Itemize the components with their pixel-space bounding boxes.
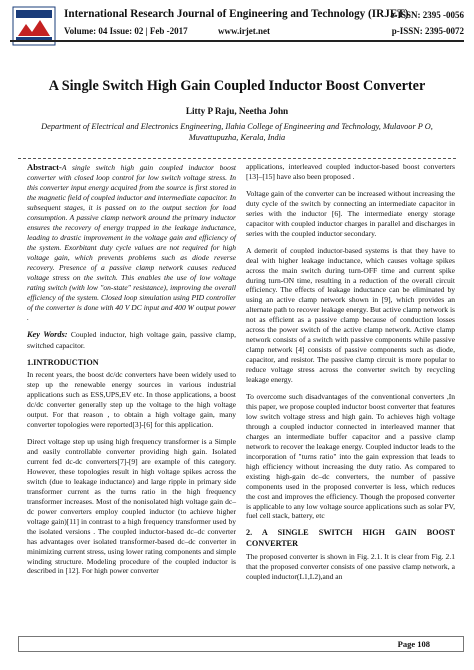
right-paragraph-3: A demerit of coupled inductor-based systems is that they have to deal with higher leakage inductance, which causes voltage spikes across the main switch during turn-OFF time and current spike during turn-ON time, resulting in a reduction of the overall circuit efficiency. The effects of leakage inductance can be eliminated by using an active clamp network shown in [9], which provides an alternate path to recover leakage energy. But active clamp network is not as efficient as a passive clamp because of conduction losses across the power switch of the active clamp network. Active clamp network consists of a switch with passive components while passive clamp network [4] consists of passive components such as diode, capacitor, and resistor. The passive clamp circuit is more popular to reduce voltage stress across the converter switch by recycling leakage energy.: [246, 245, 455, 385]
left-column: [27, 162, 236, 583]
right-paragraph-5: The proposed converter is shown in Fig. 2.1. It is clear from Fig. 2.1 that the proposed converter consists of one passive clamp network, a coupled inductor(L1,L2),and an: [246, 552, 455, 581]
right-column: [246, 162, 455, 589]
journal-title: International Research Journal of Engineering and Technology (IRJET): [64, 8, 409, 20]
keywords-label: Key Words:: [27, 329, 68, 339]
keywords: [27, 330, 236, 351]
right-paragraph-4: To overcome such disadvantages of the conventional converters ,In this paper, we propose coupled inductor boost converter that features low switch voltage stress and high gain. To achieves high voltage through a coupled inductor connected in interleaved manner that charges an intermediate buffer capacitor and a passive clamp network to recover the leakage energy. Coupled inductor leads to the incorporation of "turns ratio" into the gain expression that leads to high efficiency without increasing the duty ratio. As compared to existing high-gain dc–dc converters, the number of passive components used in the proposed converter is less, which reduces the cost and improves the efficiency. Though the proposed converter is applicable to any low voltage source applications such as solar PV, fuel cell stack, battery, etc: [246, 392, 455, 521]
abstract-text: A single switch high gain coupled inductor boost converter with closed loop control for low switch voltage stress. In this converter input energy acquired from the source is first stored in the magnetic field of coupled inductor and intermediate capacitor. In subsequent stages, it is passed on to the output section for load consumption. A passive clamp network around the primary inductor ensures the recovery of energy trapped in the leakage inductance, leading to drastic improvement in the voltage gain and efficiency of the system. Exorbitant duty cycle values are not required for high voltage gain, which prevents problems such as diode reverse recovery. Presence of a passive clamp network causes reduced voltage stress on the switch. This enables the use of low voltage rating switch (with low "on-state" resistance), improving the overall efficiency of the system. Closed loop simulation using PID controller of the converter is done with 40 V DC input and 400 W output power .: [27, 163, 236, 322]
abstract: [27, 162, 236, 323]
right-paragraph-1: applications, interleaved coupled inductor-based boost converters [13]–[15] have also been proposed .: [246, 162, 455, 181]
paper-authors: Litty P Raju, Neetha John: [185, 106, 289, 116]
section-divider: [18, 158, 456, 159]
page-number: Page 108: [397, 639, 430, 649]
paper-title: A Single Switch High Gain Coupled Inductor Boost Converter: [48, 78, 426, 94]
section-heading-introduction: 1.INTRODUCTION: [27, 357, 99, 367]
journal-volume: Volume: 04 Issue: 02 | Feb -2017: [64, 26, 188, 36]
section-heading-converter: 2. A SINGLE SWITCH HIGH GAIN BOOST CONVERTER: [246, 528, 455, 549]
journal-header: [12, 4, 464, 52]
journal-pissn: p-ISSN: 2395-0072: [391, 26, 464, 36]
right-paragraph-2: Voltage gain of the converter can be increased without increasing the duty cycle of the switch by connecting an intermediate capacitor in series with the inductor [6]. The intermediate energy storage capacitor with coupled inductor charges in parallel and discharges in series with the coupled inductor secondary.: [246, 188, 455, 238]
intro-paragraph-2: Direct voltage step up using high frequency transformer is a Simple and easily controllable converter providing high gain. Isolated current fed dc-dc converters[7]-[9] are example of this category. However, these topologies result in high voltage spikes across the switch (due to leakage inductance) and large ripple in primary side transformer current as the turns ratio in the high frequency transformer increases. Most of the nonisolated high voltage gain dc–dc power converters employ coupled inductor (to achieve higher voltage gain)[11] in contrast to a high frequency transformer used by the isolated versions . The coupled inductor-based dc–dc converter has advantages over isolated transformer-based dc–dc converter in minimizing current stress, using lower rating components and simple winding structure. Modeling procedure of the coupled inductor is described in [12]. For high power converter: [27, 437, 236, 576]
abstract-label: Abstract-: [27, 162, 62, 172]
journal-eissn: e-ISSN: 2395 -0056: [390, 10, 464, 20]
header-divider: [10, 40, 464, 42]
paper-affiliation: Department of Electrical and Electronics Engineering, Ilahia College of Engineering and Technology, Mulavoor P O, Muvattupuzha, Kerala, India: [41, 122, 433, 142]
intro-paragraph-1: In recent years, the boost dc/dc converters have been widely used to step up the renewable energy sources in various industrial applications such as ESS,UPS,EV etc. In those applications, a boost dc/dc converter generally step up the voltage to the high voltage output. For that reason , to obtain a high voltage gain, many converter topologies were reported[3]-[6] for this application.: [27, 370, 236, 430]
keywords-text: Coupled inductor, high voltage gain, passive clamp, switched capacitor.: [27, 329, 237, 350]
journal-url[interactable]: www.irjet.net: [218, 26, 270, 36]
